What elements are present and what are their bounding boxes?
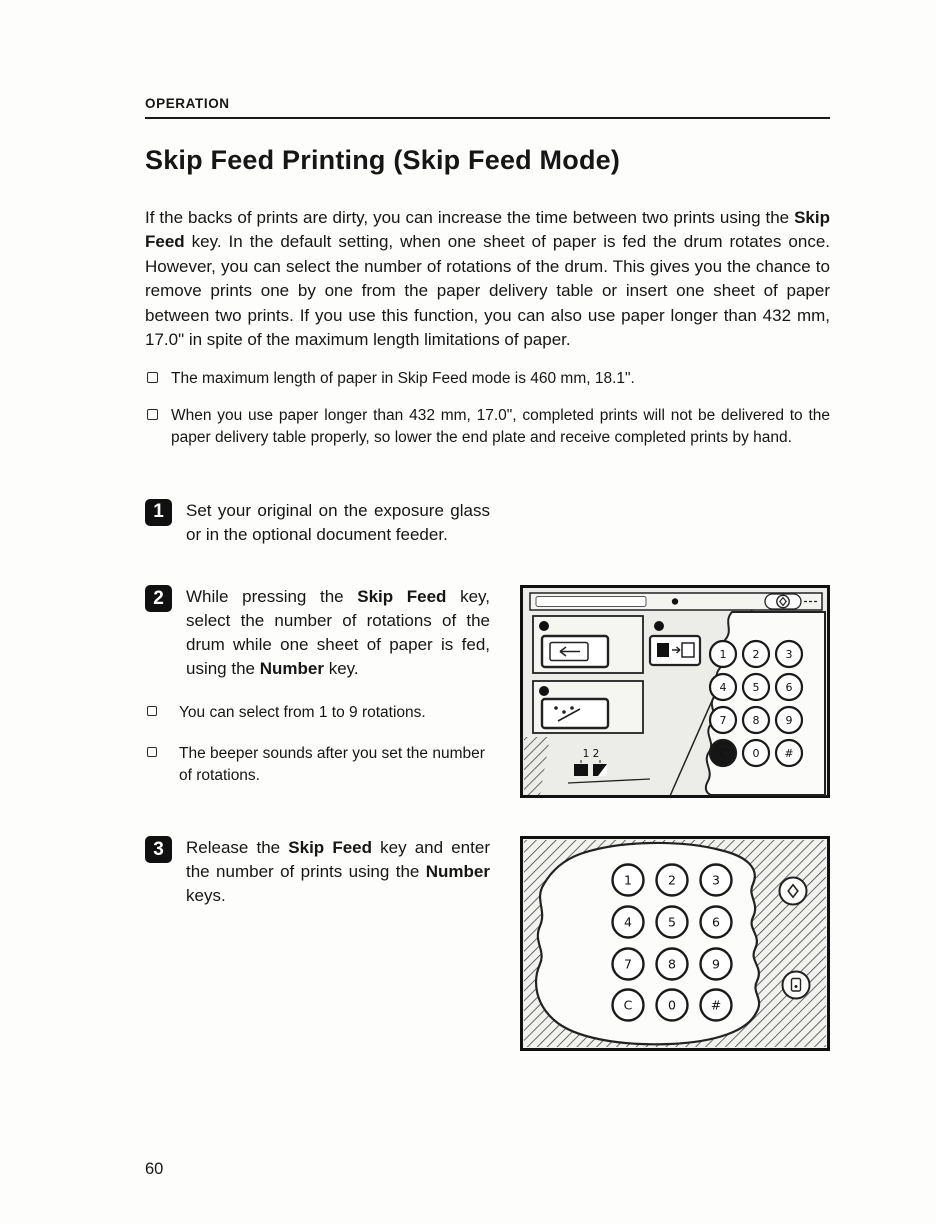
keypad-key-label: 9 (785, 714, 793, 728)
keypad-key-label: 1 (624, 872, 632, 888)
keypad-key-label: 0 (668, 997, 676, 1013)
step-2-text-run: key. (323, 659, 359, 679)
step-2-note-text: The beeper sounds after you set the number of rotations. (179, 745, 485, 784)
indicator-led (654, 621, 664, 631)
step-3-column (145, 836, 490, 908)
keypad-key-label: 4 (719, 681, 727, 695)
step-3-bold-skip-feed: Skip Feed (288, 838, 372, 858)
section-header (145, 95, 830, 119)
note-item (145, 405, 830, 449)
keypad-key-label: 5 (752, 681, 760, 695)
step-2-bold-number: Number (259, 659, 324, 679)
step-1 (145, 499, 830, 547)
keypad-key-label: 8 (668, 956, 676, 972)
page-number: 60 (145, 1160, 164, 1178)
keypad-key-label: # (784, 747, 794, 761)
control-panel-illustration-1-svg (520, 585, 830, 798)
keypad-key-label: 1 (719, 648, 727, 662)
indicator-led (539, 621, 549, 631)
control-panel-illustration-1 (520, 585, 830, 798)
keypad-key-label: C (719, 747, 727, 761)
step-2-note-item (145, 743, 490, 786)
keypad-key-label: 7 (719, 714, 727, 728)
note-item (145, 368, 830, 390)
keypad-key-label: 4 (624, 914, 632, 930)
counter-block (574, 764, 588, 776)
step-2-text-run: key, select the number of rotations of the drum while one sheet of paper is fed, using the (186, 587, 490, 679)
speed-key (542, 699, 608, 728)
keypad-illustration-2-figure (520, 836, 830, 1051)
intro-text: If the backs of prints are dirty, you can increase the time between two prints using the (145, 208, 795, 227)
note-bullet-icon (147, 409, 158, 420)
note-bullet-icon (147, 747, 157, 757)
counter-indicator-label: 1 2 (582, 748, 600, 761)
intro-text: key. In the default setting, when one sheet of paper is fed the drum rotates once. However, you can select the number of rotations of the drum. This gives you the chance to remove prints one by one from the paper delivery table or insert one sheet of paper between two prints. If you use this function, you can also use paper longer than 432 mm, 17.0" in spite of the maximum length limitations of paper. (145, 232, 830, 350)
step-2-column (145, 585, 490, 787)
step-3-text-run: keys. (186, 886, 226, 906)
step-2-bold-skip-feed: Skip Feed (357, 587, 447, 607)
step-2-text (186, 585, 490, 682)
keypad-key-label: 5 (668, 914, 676, 930)
keypad-key-label: 6 (785, 681, 793, 695)
keypad-key-label: 2 (668, 872, 676, 888)
step-3-row (145, 836, 490, 908)
keypad-illustration-2-svg (520, 836, 830, 1051)
step-1-row (145, 499, 490, 547)
step-2-section (145, 585, 830, 798)
note-text: When you use paper longer than 432 mm, 17.0", completed prints will not be delivered to the paper delivery table properly, so lower the end plate and receive completed prints by hand. (171, 406, 830, 446)
step-1-badge: 1 (145, 499, 172, 526)
keypad-key-label: 3 (712, 872, 720, 888)
clear-stop-key (780, 878, 807, 905)
keypad-key-label: 9 (712, 956, 720, 972)
keypad-key-label: 2 (752, 648, 760, 662)
step-2-note-text: You can select from 1 to 9 rotations. (179, 703, 426, 721)
intro-bold-skip-feed: Skip Feed (145, 208, 830, 252)
note-text: The maximum length of paper in Skip Feed mode is 460 mm, 18.1". (171, 369, 635, 387)
keypad-key-label: 7 (624, 956, 632, 972)
step-3-badge: 3 (145, 836, 172, 863)
step-1-text: Set your original on the exposure glass or in the optional document feeder. (186, 500, 490, 544)
keypad-key-label: 3 (785, 648, 793, 662)
note-bullet-icon (147, 372, 158, 383)
step-3-bold-number: Number (425, 862, 490, 882)
step-3-text-run: key and enter the number of prints using the (186, 838, 490, 882)
keypad-key-label: 6 (712, 914, 720, 930)
keypad-key-label: 8 (752, 714, 760, 728)
indicator-led (539, 686, 549, 696)
step-3-text (186, 836, 490, 908)
keypad-key-label: C (623, 997, 633, 1013)
step-2-note-item (145, 702, 490, 724)
step-3-text-run: Release the (186, 838, 289, 858)
step-2-badge: 2 (145, 585, 172, 612)
keypad-key-label: # (710, 997, 722, 1013)
step-3-section (145, 836, 830, 1051)
note-bullet-icon (147, 706, 157, 716)
step-2-row (145, 585, 490, 682)
intro-paragraph (145, 206, 830, 353)
keypad-key-label: 0 (752, 747, 760, 761)
step-2-text-run: While pressing the (186, 587, 358, 607)
page-title: Skip Feed Printing (Skip Feed Mode) (145, 145, 621, 175)
section-header-label: OPERATION (145, 96, 230, 111)
